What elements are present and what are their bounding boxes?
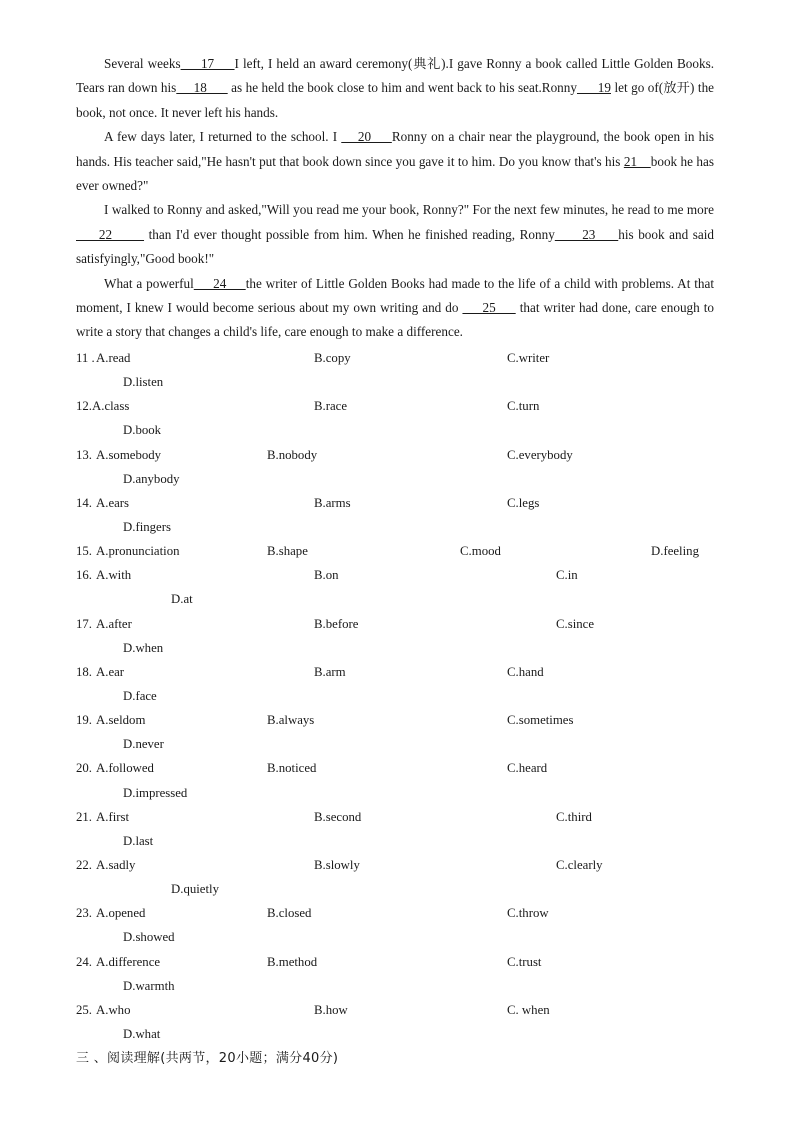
- option-b: B.before: [314, 616, 359, 631]
- option-a: A.first: [96, 809, 130, 824]
- passage-text: as he held the book close to him and went back to his seat.Ronny: [227, 80, 577, 96]
- passage-text: I left, I held an award ceremony(典礼).I gave Ronny a book called Little Golden Books. Tears ran down his: [76, 56, 714, 96]
- passage-paragraph: [76, 272, 714, 345]
- question-row-continued: [76, 467, 726, 491]
- question-row: [76, 660, 726, 684]
- option-d: D.feeling: [651, 544, 699, 559]
- question-number: 25.: [76, 1002, 96, 1017]
- answer-blank: 21: [623, 153, 651, 169]
- question-row-continued: [76, 587, 726, 611]
- question-number: 15.: [76, 544, 96, 559]
- option-a: A.ears: [96, 495, 130, 510]
- cloze-passage: [76, 52, 714, 345]
- option-b: B.second: [314, 809, 362, 824]
- question-row-continued: [76, 515, 726, 539]
- passage-paragraph: [76, 125, 714, 198]
- option-d: D.never: [123, 737, 164, 752]
- option-b: B.race: [314, 399, 348, 414]
- option-a: A.opened: [96, 906, 146, 921]
- option-d: D.warmth: [123, 978, 175, 993]
- question-row: [76, 998, 726, 1022]
- passage-paragraph: [76, 198, 714, 271]
- option-c: C.turn: [507, 399, 540, 414]
- question-row: [76, 539, 726, 563]
- passage-text: the writer of Little Golden Books had made to the life of a child with problems. At that moment, I knew I would become serious about my own writing and do: [76, 275, 714, 316]
- question-number: 14.: [76, 495, 96, 510]
- passage-paragraph: [76, 52, 714, 125]
- question-row-continued: [76, 418, 726, 442]
- question-row: [76, 853, 726, 877]
- option-c: C.since: [556, 616, 595, 631]
- passage-text: Ronny on a chair near the playground, the book open in his hands. His teacher said,"He hasn't put that book down since you gave it to him. Do you know that's his: [76, 129, 715, 169]
- option-a: A.somebody: [96, 447, 162, 462]
- question-number: 19.: [76, 713, 96, 728]
- question-row: [76, 346, 726, 370]
- question-row: [76, 950, 726, 974]
- question-number: 16.: [76, 568, 96, 583]
- option-b: B.noticed: [267, 761, 317, 776]
- answer-blank: 22: [76, 226, 145, 242]
- question-number: 24.: [76, 954, 96, 969]
- question-row-continued: [76, 370, 726, 394]
- option-a: A.who: [96, 1002, 131, 1017]
- option-b: B.shape: [267, 544, 308, 559]
- option-b: B.how: [314, 1002, 348, 1017]
- option-c: C.writer: [507, 351, 550, 365]
- question-row-continued: [76, 1022, 726, 1046]
- passage-text: Several weeks: [104, 56, 181, 71]
- question-row: [76, 901, 726, 925]
- option-b: B.arms: [314, 495, 351, 510]
- question-row: [76, 563, 726, 587]
- option-b: B.nobody: [267, 447, 318, 462]
- option-b: B.copy: [314, 351, 351, 365]
- option-c: C.mood: [460, 544, 501, 559]
- option-b: B.method: [267, 954, 318, 969]
- option-c: C.heard: [507, 761, 548, 776]
- answer-blank: 18: [176, 80, 228, 96]
- option-a: A.sadly: [96, 857, 136, 872]
- passage-text: A few days later, I returned to the school. I: [104, 129, 342, 145]
- question-row-continued: [76, 829, 726, 853]
- option-d: D.book: [123, 423, 162, 438]
- question-row: [76, 708, 726, 732]
- question-number: 20.: [76, 761, 96, 776]
- answer-blank: 20: [341, 129, 392, 145]
- question-row-continued: [76, 974, 726, 998]
- option-c: C.clearly: [556, 857, 603, 872]
- option-b: B.slowly: [314, 857, 360, 872]
- question-number: 23.: [76, 906, 96, 921]
- option-c: C.legs: [507, 495, 540, 510]
- passage-text: I walked to Ronny and asked,"Will you read me your book, Ronny?" For the next few minutes, he read to me more: [104, 202, 714, 218]
- option-c: C.sometimes: [507, 713, 574, 728]
- option-b: B.on: [314, 568, 339, 583]
- option-c: C.third: [556, 809, 592, 824]
- option-c: C.trust: [507, 954, 542, 969]
- question-number: 17.: [76, 616, 96, 631]
- passage-text: What a powerful: [104, 275, 194, 291]
- passage-text: than I'd ever thought possible from him. When he finished reading, Ronny: [144, 226, 555, 242]
- option-d: D.what: [123, 1026, 161, 1041]
- section-heading: 三 、阅读理解(共两节，20小题；满分40分): [76, 1051, 339, 1066]
- option-a: A.difference: [96, 954, 161, 969]
- option-c: C.throw: [507, 906, 549, 921]
- question-row-continued: [76, 732, 726, 756]
- option-d: D.showed: [123, 930, 175, 945]
- passage-text: that writer had done, care enough to write a story that changes a child's life, care enough to make a difference.: [76, 300, 715, 340]
- answer-blank: 25: [462, 300, 516, 316]
- option-a: A.ear: [96, 664, 125, 679]
- question-row-continued: [76, 925, 726, 949]
- question-row: [76, 491, 726, 515]
- question-row-continued: [76, 877, 726, 901]
- option-a: A.with: [96, 568, 132, 583]
- option-a: A.after: [96, 616, 132, 631]
- option-c: C.hand: [507, 664, 544, 679]
- question-row: [76, 443, 726, 467]
- answer-blank: 19: [576, 80, 611, 96]
- option-a: A.seldom: [96, 713, 146, 728]
- question-number: 21.: [76, 809, 96, 824]
- option-b: B.always: [267, 713, 315, 728]
- question-row: [76, 612, 726, 636]
- option-c: C.everybody: [507, 447, 573, 462]
- passage-text: book he has ever owned?": [76, 153, 715, 194]
- option-d: D.last: [123, 833, 154, 848]
- question-row-continued: [76, 684, 726, 708]
- answer-blank: 24: [193, 275, 246, 291]
- option-a: A.pronunciation: [96, 544, 180, 559]
- option-d: D.quietly: [171, 882, 219, 897]
- question-number: 12.: [76, 399, 92, 414]
- question-row: [76, 805, 726, 829]
- question-number: 11 .: [76, 351, 95, 365]
- answer-blank: 17: [180, 56, 235, 71]
- option-d: D.fingers: [123, 519, 171, 534]
- option-d: D.anybody: [123, 471, 180, 486]
- option-a: A.class: [92, 399, 130, 414]
- question-list: [76, 346, 726, 1046]
- option-b: B.arm: [314, 664, 346, 679]
- answer-blank: 23: [554, 226, 619, 242]
- option-b: B.closed: [267, 906, 312, 921]
- question-number: 13.: [76, 447, 96, 462]
- option-d: D.impressed: [123, 785, 188, 800]
- question-row-continued: [76, 781, 726, 805]
- option-d: D.at: [171, 592, 193, 607]
- question-number: 22.: [76, 857, 96, 872]
- option-d: D.face: [123, 688, 157, 703]
- question-row-continued: [76, 636, 726, 660]
- option-c: C.in: [556, 568, 578, 583]
- option-a: A.followed: [96, 761, 154, 776]
- option-a: A.read: [96, 351, 131, 365]
- passage-text: his book and said satisfyingly,"Good book!": [76, 226, 715, 267]
- question-row: [76, 394, 726, 418]
- question-row: [76, 756, 726, 780]
- option-d: D.when: [123, 640, 164, 655]
- option-c: C. when: [507, 1002, 550, 1017]
- option-d: D.listen: [123, 375, 164, 390]
- question-number: 18.: [76, 664, 96, 679]
- passage-text: let go of(放开) the book, not once. It never left his hands.: [76, 80, 715, 120]
